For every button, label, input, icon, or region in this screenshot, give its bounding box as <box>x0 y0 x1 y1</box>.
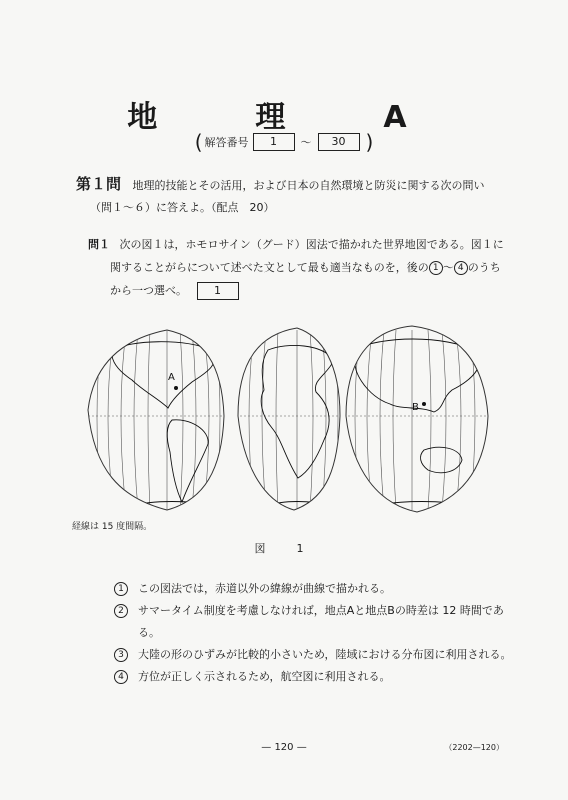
map-lobe-africa <box>238 328 340 510</box>
sub-question-line2b: のうち <box>467 261 501 274</box>
goode-homolosine-world-map <box>72 320 496 516</box>
answer-options <box>114 578 514 688</box>
circled-number-4: 4 <box>454 261 468 275</box>
option-number-circle: 2 <box>114 604 128 618</box>
question-text-line2: （問１～６）に答えよ。（配点 20） <box>90 201 275 214</box>
option-text: 大陸の形のひずみが比較的小さいため，陸域における分布図に利用される。 <box>138 648 512 661</box>
question-text-line1: 地理的技能とその活用，および日本の自然環境と防災に関する次の問い <box>132 179 485 192</box>
option-text: 方位が正しく示されるため，航空図に利用される。 <box>138 670 391 683</box>
option-1[interactable] <box>114 578 514 600</box>
sub-question-line2a: 関することがらについて述べた文として最も適当なものを，後の <box>110 261 429 274</box>
exam-code: （2202—120） <box>444 743 504 752</box>
option-3[interactable] <box>114 644 514 666</box>
answer-number-label: 解答番号 <box>204 136 249 149</box>
answer-range-end-box: 30 <box>318 133 360 151</box>
answer-box[interactable]: 1 <box>197 282 239 300</box>
sub-question-label: 問１ <box>88 238 110 251</box>
option-number-circle: 4 <box>114 670 128 684</box>
question-header <box>76 173 506 219</box>
map-note: 経線は 15 度間隔。 <box>72 522 153 532</box>
option-number-circle: 3 <box>114 648 128 662</box>
sub-question-1: 問１ 次の図１は，ホモロサイン（グード）図法で描かれた世界地図である。図１に 関することがらについて述べた文として最も適当なものを，後の 1 ～ 4 のうち から一つ選べ。 1 <box>88 233 508 302</box>
point-b-marker <box>412 402 426 413</box>
option-text: この図法では，赤道以外の緯線が曲線で描かれる。 <box>138 582 391 595</box>
question-number: 第１問 <box>76 175 122 193</box>
option-2[interactable] <box>114 600 514 644</box>
south-america-outline <box>167 420 208 502</box>
australia-outline <box>421 447 462 473</box>
circled-number-1: 1 <box>429 261 443 275</box>
point-a-label: A <box>168 372 175 383</box>
north-america-outline <box>112 342 215 408</box>
europe-africa-outline <box>261 345 334 478</box>
sub-question-line1: 次の図１は，ホモロサイン（グード）図法で描かれた世界地図である。図１に <box>119 238 504 251</box>
point-a-marker <box>168 372 178 390</box>
map-lobe-americas <box>88 330 224 510</box>
page-title: 地 理 A <box>127 100 441 135</box>
page-number: — 120 — <box>261 742 307 753</box>
figure-caption: 図 1 <box>254 542 314 555</box>
answer-number-range: ( 解答番号 1 ～ 30 ) <box>194 130 374 154</box>
sub-question-line3: から一つ選べ。 <box>110 284 187 297</box>
point-b-label: B <box>412 402 419 413</box>
option-text: サマータイム制度を考慮しなければ，地点Aと地点Bの時差は 12 時間である。 <box>138 604 504 639</box>
answer-range-start-box: 1 <box>253 133 295 151</box>
option-number-circle: 1 <box>114 582 128 596</box>
option-4[interactable] <box>114 666 514 688</box>
